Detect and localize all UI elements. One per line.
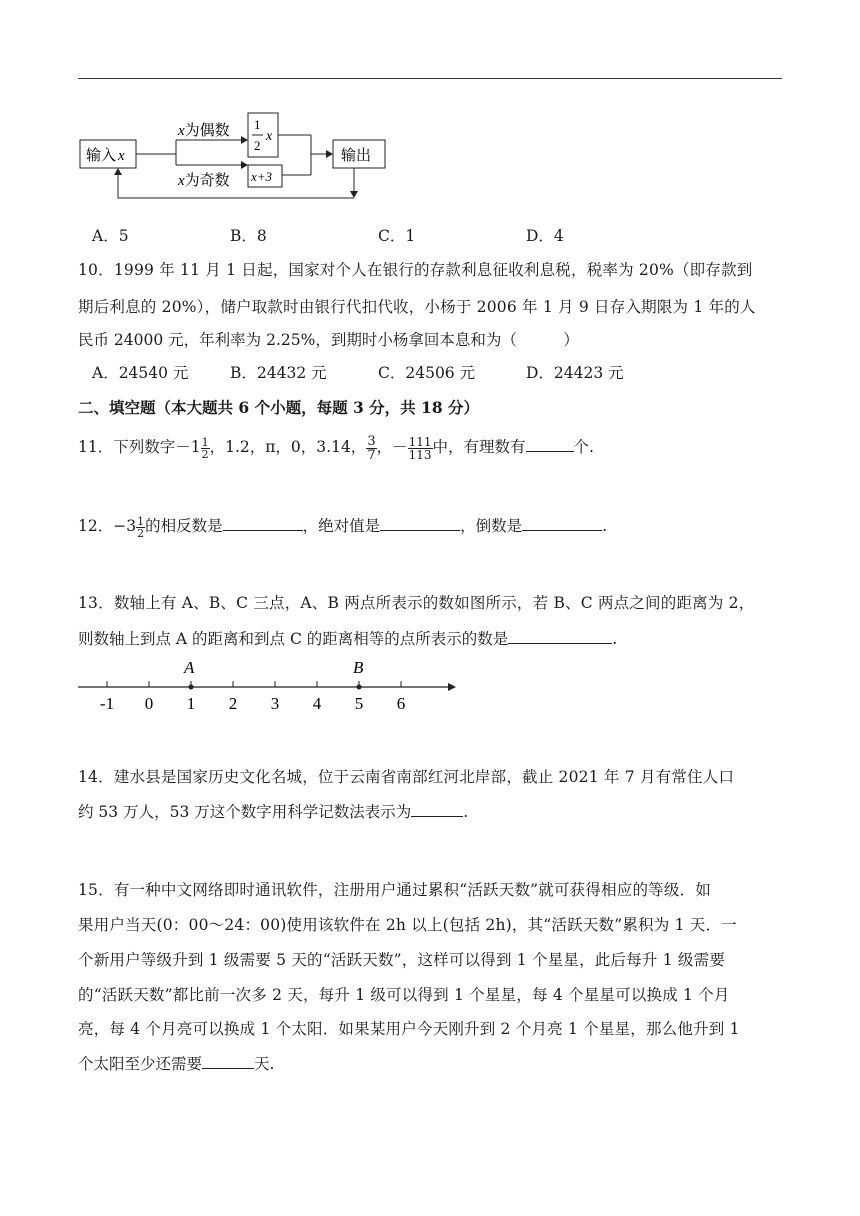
section-2-title: 二、填空题（本大题共 6 个小题，每题 3 分，共 18 分） <box>78 398 480 417</box>
input-label: 输入 x <box>86 148 125 164</box>
q10-line-3: 民币 24000 元，年利率为 2.25%，到期时小杨拿回本息和为（ ） <box>78 331 579 349</box>
q11: 11．下列数字－1 $\frac{1}{2}$ ，1.2，π，0，3.14， $\frac{3}{7}$ ，－ $\frac{111}{113}$ 中，有理数有 个. <box>78 433 594 463</box>
q9-option-b: B．8 <box>230 227 267 245</box>
q10-option-d: D．24423 元 <box>526 364 624 382</box>
q14-answer-blank <box>411 800 463 817</box>
svg-text:x: x <box>266 129 273 144</box>
svg-text:x+3: x+3 <box>251 169 273 184</box>
number-line-tick-label: 1 <box>186 694 196 713</box>
q10-option-c: C．24506 元 <box>378 364 476 382</box>
q11-answer-blank <box>526 435 574 452</box>
q12: 12．−3 $\frac{1}{2}$ 的相反数是 ，绝对值是 ，倒数是 . <box>78 514 608 540</box>
q12-opposite-blank <box>223 514 303 531</box>
point-a-dot <box>189 685 194 690</box>
q9-option-d: D．4 <box>526 227 564 245</box>
point-b-label: B <box>353 658 364 677</box>
number-line-tick-label: 5 <box>354 694 364 713</box>
q13-answer-blank <box>508 627 612 644</box>
q14-line-2: 约 53 万人，53 万这个数字用科学记数法表示为 . <box>78 797 468 827</box>
number-line <box>76 655 466 715</box>
flowchart-diagram <box>76 105 396 215</box>
q10-line-1: 10．1999 年 11 月 1 日起，国家对个人在银行的存款利息征收利息税，税率为 20%（即存款到 <box>78 261 753 279</box>
q13-line-2: 则数轴上到点 A 的距离和到点 C 的距离相等的点所表示的数是 . <box>78 624 617 654</box>
even-label: x为偶数 <box>178 123 230 139</box>
point-b-dot <box>357 685 362 690</box>
number-line-tick-label: -1 <box>99 694 115 713</box>
q15-line-1: 15．有一种中文网络即时通讯软件，注册用户通过累积“活跃天数”就可获得相应的等级．如 <box>78 881 711 899</box>
number-line-tick-label: 4 <box>312 694 322 713</box>
point-a-label: A <box>184 658 195 677</box>
output-label: 输出 <box>341 148 372 164</box>
q15-line-2: 果用户当天(0：00～24：00)使用该软件在 2h 以上(包括 2h)，其“活跃天数”累积为 1 天．一 <box>78 916 737 934</box>
q10-line-2: 期后利息的 20%），储户取款时由银行代扣代收，小杨于 2006 年 1 月 9 日存入期限为 1 年的人 <box>78 298 756 316</box>
header-rule <box>78 78 782 79</box>
q15-line-3: 个新用户等级升到 1 级需要 5 天的“活跃天数”，这样可以得到 1 个星星，此后每升 1 级需要 <box>78 951 726 969</box>
q13-line-1: 13．数轴上有 A、B、C 三点，A、B 两点所表示的数如图所示，若 B、C 两点之间的距离为 2， <box>78 594 755 612</box>
svg-text:2: 2 <box>254 138 261 153</box>
q14-line-1: 14．建水县是国家历史文化名城，位于云南省南部红河北岸部，截止 2021 年 7 月有常住人口 <box>78 768 735 786</box>
q15-line-4: 的“活跃天数”都比前一次多 2 天，每升 1 级可以得到 1 个星星，每 4 个星星可以换成 1 个月 <box>78 986 730 1004</box>
svg-text:1: 1 <box>254 117 261 132</box>
q10-option-b: B．24432 元 <box>230 364 327 382</box>
q12-absolute-blank <box>380 514 460 531</box>
number-line-tick-label: 6 <box>396 694 406 713</box>
q9-option-a: A．5 <box>92 227 129 245</box>
q15-answer-blank <box>202 1052 254 1069</box>
q9-option-c: C．1 <box>378 227 416 245</box>
q15-line-6: 个太阳至少还需要 天. <box>78 1049 274 1079</box>
q10-option-a: A．24540 元 <box>92 364 189 382</box>
q12-reciprocal-blank <box>522 514 602 531</box>
q15-line-5: 亮，每 4 个月亮可以换成 1 个太阳．如果某用户今天刚升到 2 个月亮 1 个星星，那么他升到 1 <box>78 1020 740 1038</box>
number-line-tick-label: 3 <box>270 694 280 713</box>
number-line-tick-label: 0 <box>144 694 154 713</box>
number-line-tick-label: 2 <box>228 694 238 713</box>
odd-label: x为奇数 <box>178 173 230 189</box>
